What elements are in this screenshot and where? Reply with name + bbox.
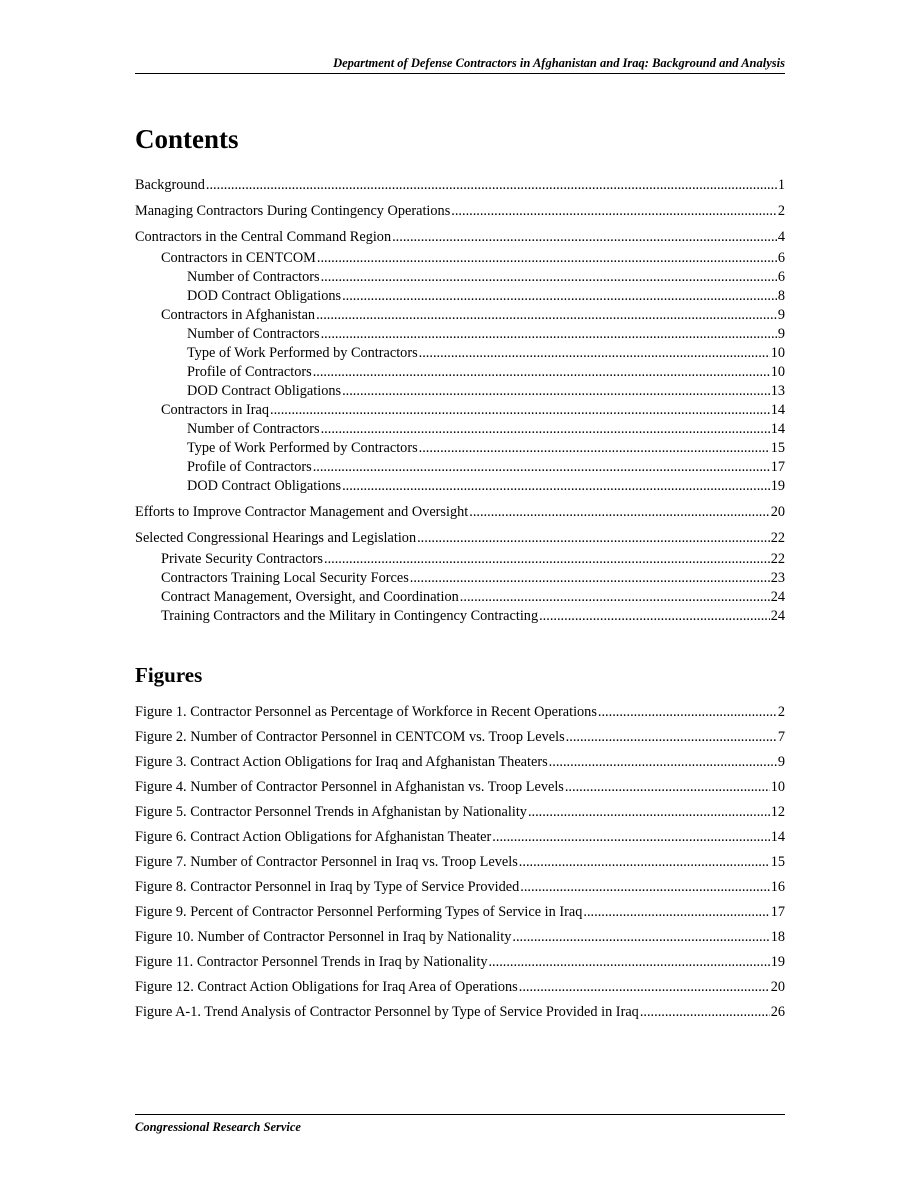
entry-label: Figure 9. Percent of Contractor Personnel Performing Types of Service in Iraq (135, 904, 583, 920)
entry-label: Contractors in the Central Command Region (135, 229, 392, 245)
entry-label: Figure 6. Contract Action Obligations for Afghanistan Theater (135, 829, 492, 845)
entry-label: Figure A-1. Trend Analysis of Contractor Personnel by Type of Service Provided in Iraq (135, 1004, 639, 1020)
toc-entry-level-1[interactable] (135, 529, 785, 548)
dot-leader (565, 778, 770, 797)
entry-page-number: 13 (770, 383, 785, 399)
dot-leader (492, 828, 769, 847)
dot-leader (321, 268, 777, 287)
dot-leader (528, 803, 770, 822)
entry-page-number: 14 (770, 829, 785, 845)
entry-page-number: 9 (777, 754, 785, 770)
entry-label: Contract Management, Oversight, and Coordination (161, 589, 459, 605)
dot-leader (512, 928, 769, 947)
toc-entry-level-3[interactable] (135, 458, 785, 477)
entry-label: DOD Contract Obligations (187, 478, 342, 494)
entry-page-number: 22 (770, 530, 785, 546)
entry-page-number: 17 (770, 904, 785, 920)
entry-page-number: 6 (777, 250, 785, 266)
entry-label: Figure 11. Contractor Personnel Trends in Iraq by Nationality (135, 954, 488, 970)
dot-leader (342, 287, 777, 306)
entry-page-number: 26 (770, 1004, 785, 1020)
dot-leader (410, 569, 770, 588)
toc-entry-level-3[interactable] (135, 477, 785, 496)
toc-entry-level-1[interactable] (135, 503, 785, 522)
entry-page-number: 2 (777, 704, 785, 720)
entry-page-number: 24 (770, 608, 785, 624)
toc-entry-level-2[interactable] (135, 306, 785, 325)
entry-label: Figure 12. Contract Action Obligations for Iraq Area of Operations (135, 979, 518, 995)
dot-leader (313, 458, 770, 477)
dot-leader (539, 607, 770, 626)
entry-label: Number of Contractors (187, 269, 320, 285)
dot-leader (316, 306, 777, 325)
entry-label: Figure 5. Contractor Personnel Trends in Afghanistan by Nationality (135, 804, 527, 820)
toc-entry-level-2[interactable] (135, 249, 785, 268)
entry-label: Profile of Contractors (187, 364, 312, 380)
entry-page-number: 12 (770, 804, 785, 820)
toc-entry-level-3[interactable] (135, 439, 785, 458)
entry-page-number: 6 (777, 269, 785, 285)
entry-label: Type of Work Performed by Contractors (187, 345, 418, 361)
toc-entry-level-2[interactable] (135, 401, 785, 420)
toc-entry-level-3[interactable] (135, 363, 785, 382)
entry-page-number: 9 (777, 307, 785, 323)
contents-heading: Contents (135, 124, 239, 154)
toc-entry-level-1[interactable] (135, 202, 785, 221)
toc-entry-level-1[interactable] (135, 176, 785, 195)
entry-label: Figure 3. Contract Action Obligations for Iraq and Afghanistan Theaters (135, 754, 548, 770)
entry-page-number: 7 (777, 729, 785, 745)
entry-page-number: 16 (770, 879, 785, 895)
dot-leader (419, 439, 770, 458)
entry-label: Figure 7. Number of Contractor Personnel in Iraq vs. Troop Levels (135, 854, 518, 870)
toc-entry-level-3[interactable] (135, 268, 785, 287)
toc-entry-level-1[interactable] (135, 228, 785, 247)
toc-entry-level-2[interactable] (135, 588, 785, 607)
footer-rule (135, 1114, 785, 1115)
figures-list (135, 703, 785, 1022)
dot-leader (583, 903, 769, 922)
dot-leader (598, 703, 777, 722)
dot-leader (321, 325, 777, 344)
toc-entry-level-2[interactable] (135, 607, 785, 626)
figure-entry[interactable] (135, 778, 785, 797)
dot-leader (640, 1003, 770, 1022)
entry-label: Type of Work Performed by Contractors (187, 440, 418, 456)
dot-leader (566, 728, 777, 747)
figure-entry[interactable] (135, 1003, 785, 1022)
header-rule (135, 73, 785, 74)
figure-entry[interactable] (135, 978, 785, 997)
entry-label: Private Security Contractors (161, 551, 323, 567)
entry-page-number: 9 (777, 326, 785, 342)
dot-leader (342, 382, 770, 401)
figure-entry[interactable] (135, 828, 785, 847)
dot-leader (469, 503, 769, 522)
toc-entry-level-3[interactable] (135, 420, 785, 439)
dot-leader (417, 529, 770, 548)
running-header: Department of Defense Contractors in Afghanistan and Iraq: Background and Analysis (333, 56, 785, 70)
entry-page-number: 19 (770, 954, 785, 970)
toc-entry-level-2[interactable] (135, 569, 785, 588)
entry-page-number: 14 (770, 402, 785, 418)
figure-entry[interactable] (135, 753, 785, 772)
toc-entry-level-2[interactable] (135, 550, 785, 569)
entry-label: Contractors Training Local Security Forces (161, 570, 409, 586)
entry-page-number: 15 (770, 440, 785, 456)
entry-page-number: 20 (770, 504, 785, 520)
figure-entry[interactable] (135, 953, 785, 972)
entry-label: Profile of Contractors (187, 459, 312, 475)
entry-page-number: 2 (777, 203, 785, 219)
dot-leader (460, 588, 770, 607)
footer-text: Congressional Research Service (135, 1120, 301, 1134)
entry-label: Selected Congressional Hearings and Legislation (135, 530, 417, 546)
figure-entry[interactable] (135, 903, 785, 922)
contents-list (135, 176, 785, 626)
figure-entry[interactable] (135, 703, 785, 722)
dot-leader (321, 420, 770, 439)
entry-page-number: 23 (770, 570, 785, 586)
dot-leader (519, 978, 770, 997)
dot-leader (342, 477, 770, 496)
toc-entry-level-3[interactable] (135, 382, 785, 401)
dot-leader (419, 344, 770, 363)
dot-leader (317, 249, 777, 268)
dot-leader (520, 878, 769, 897)
entry-label: Figure 1. Contractor Personnel as Percentage of Workforce in Recent Operations (135, 704, 597, 720)
toc-entry-level-3[interactable] (135, 344, 785, 363)
entry-label: Figure 4. Number of Contractor Personnel in Afghanistan vs. Troop Levels (135, 779, 564, 795)
toc-entry-level-3[interactable] (135, 325, 785, 344)
dot-leader (549, 753, 777, 772)
entry-page-number: 18 (770, 929, 785, 945)
dot-leader (519, 853, 770, 872)
dot-leader (270, 401, 770, 420)
entry-label: Efforts to Improve Contractor Management and Oversight (135, 504, 469, 520)
entry-label: Number of Contractors (187, 326, 320, 342)
entry-page-number: 10 (770, 779, 785, 795)
dot-leader (313, 363, 770, 382)
entry-label: Contractors in Afghanistan (161, 307, 316, 323)
dot-leader (451, 202, 777, 221)
entry-label: Contractors in CENTCOM (161, 250, 316, 266)
entry-page-number: 8 (777, 288, 785, 304)
figure-entry[interactable] (135, 853, 785, 872)
entry-label: Managing Contractors During Contingency Operations (135, 203, 451, 219)
toc-entry-level-3[interactable] (135, 287, 785, 306)
entry-page-number: 19 (770, 478, 785, 494)
entry-page-number: 20 (770, 979, 785, 995)
figure-entry[interactable] (135, 878, 785, 897)
dot-leader (206, 176, 777, 195)
entry-page-number: 4 (777, 229, 785, 245)
dot-leader (324, 550, 770, 569)
figure-entry[interactable] (135, 728, 785, 747)
entry-page-number: 24 (770, 589, 785, 605)
entry-label: Figure 2. Number of Contractor Personnel in CENTCOM vs. Troop Levels (135, 729, 565, 745)
entry-label: DOD Contract Obligations (187, 383, 342, 399)
entry-label: Figure 8. Contractor Personnel in Iraq by Type of Service Provided (135, 879, 520, 895)
entry-page-number: 17 (770, 459, 785, 475)
entry-label: Contractors in Iraq (161, 402, 269, 418)
dot-leader (392, 228, 777, 247)
entry-page-number: 10 (770, 345, 785, 361)
figure-entry[interactable] (135, 928, 785, 947)
entry-page-number: 1 (777, 177, 785, 193)
entry-label: DOD Contract Obligations (187, 288, 342, 304)
figures-heading: Figures (135, 663, 203, 687)
entry-label: Figure 10. Number of Contractor Personnel in Iraq by Nationality (135, 929, 512, 945)
entry-label: Number of Contractors (187, 421, 320, 437)
entry-label: Training Contractors and the Military in Contingency Contracting (161, 608, 539, 624)
figure-entry[interactable] (135, 803, 785, 822)
entry-page-number: 14 (770, 421, 785, 437)
dot-leader (488, 953, 769, 972)
entry-page-number: 15 (770, 854, 785, 870)
entry-page-number: 10 (770, 364, 785, 380)
entry-label: Background (135, 177, 205, 193)
entry-page-number: 22 (770, 551, 785, 567)
